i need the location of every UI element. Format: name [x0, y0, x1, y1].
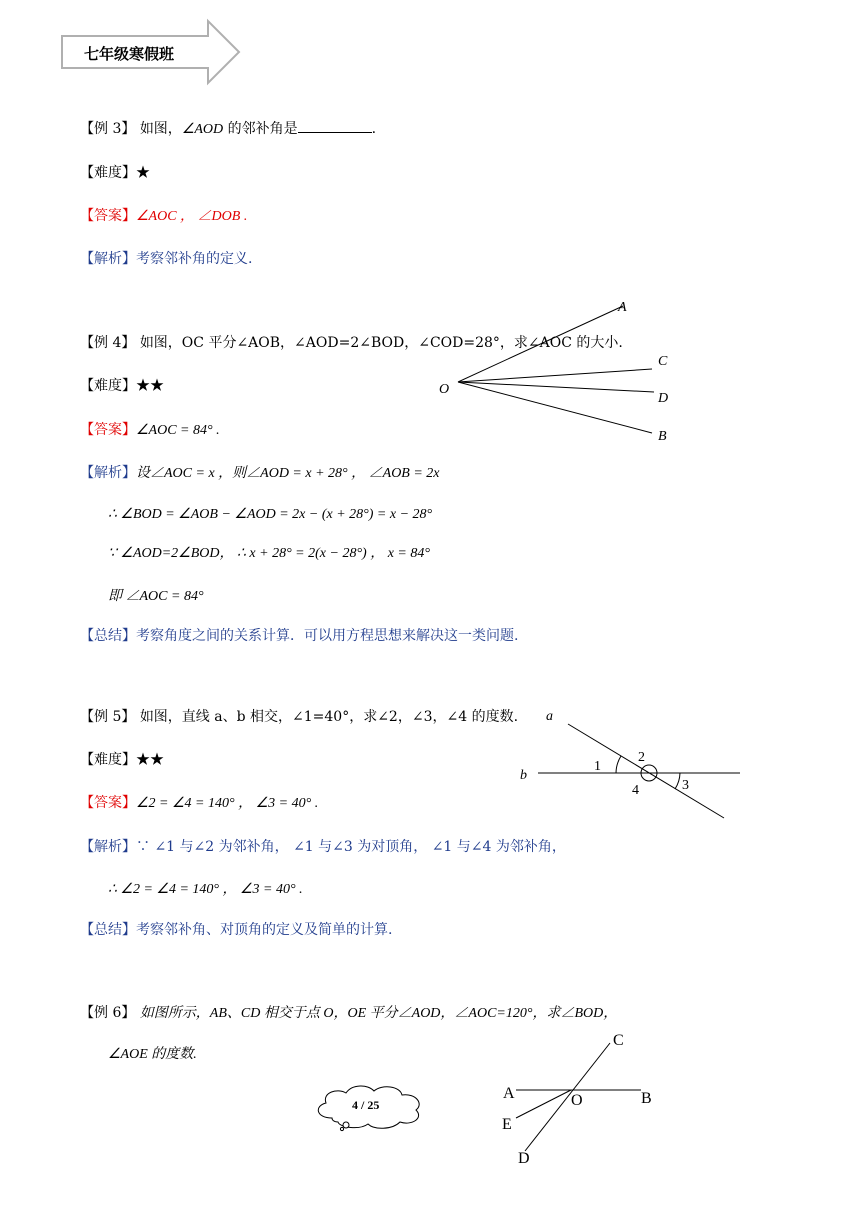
ex3-end: . — [371, 121, 377, 137]
ex5-summary-line — [80, 920, 392, 940]
ex4-ray-od — [458, 382, 654, 392]
ex5-answer-tag: 【答案】 — [80, 795, 136, 811]
ex3-analysis-line — [80, 249, 252, 269]
ex4-summary: 考察角度之间的关系计算．可以用方程思想来解决这一类问题. — [136, 628, 519, 644]
ex3-analysis: 考察邻补角的定义. — [136, 251, 253, 267]
ex3-answer-line — [80, 206, 247, 227]
ex4-analysis-1: 设∠AOC = x ，则∠AOD = x + 28° ， ∠AOB = 2x — [136, 466, 440, 481]
ex6-ray-oe — [516, 1090, 571, 1118]
ex5-difficulty-stars: ★★ — [136, 752, 164, 768]
header-title: 七年级寒假班 — [84, 45, 175, 63]
ex4-label-b: B — [658, 429, 667, 444]
ex5-line-a — [568, 724, 724, 818]
ex3-question — [80, 118, 376, 140]
ex6-question-1: 如图所示，AB、CD 相交于点 O，OE 平分∠AOD，∠AOC=120°，求∠BOD， — [139, 1006, 618, 1021]
ex6-question-2: ∠AOE 的度数. — [108, 1047, 197, 1062]
ex6-label-o: O — [571, 1092, 583, 1109]
ex5-analysis-line-1 — [80, 837, 566, 857]
ex4-figure — [430, 295, 680, 455]
ex5-answer: ∠2 = ∠4 = 140° ， ∠3 = 40° . — [136, 796, 319, 811]
ex5-tag: 【例 5】 — [80, 709, 136, 725]
ex4-label-a: A — [618, 300, 627, 315]
ex5-summary-tag: 【总结】 — [80, 922, 136, 938]
ex6-tag: 【例 6】 — [80, 1005, 136, 1021]
ex4-analysis-2: ∴ ∠BOD = ∠AOB − ∠AOD = 2x − (x + 28°) = x − 28° — [108, 507, 433, 522]
ex5-label-1: 1 — [594, 759, 601, 774]
ex3-answer: ∠AOC ， ∠DOB . — [136, 209, 248, 224]
ex4-tag: 【例 4】 — [80, 335, 136, 351]
ex4-summary-tag: 【总结】 — [80, 628, 136, 644]
ex5-analysis-2: ∴ ∠2 = ∠4 = 140° ， ∠3 = 40° . — [108, 882, 303, 897]
ex5-analysis-tag: 【解析】 — [80, 839, 136, 855]
ex6-label-a: A — [503, 1085, 515, 1102]
ex5-angle-arc-3 — [675, 773, 680, 789]
ex5-analysis-1: ∵ ∠1 与∠2 为邻补角， ∠1 与∠3 为对顶角， ∠1 与∠4 为邻补角， — [136, 839, 566, 855]
ex3-angle: ∠AOD — [181, 122, 224, 137]
ex6-figure — [495, 1025, 675, 1170]
ex4-analysis-tag: 【解析】 — [80, 465, 136, 481]
ex5-summary: 考察邻补角、对顶角的定义及简单的计算. — [136, 922, 393, 938]
ex5-label-3: 3 — [682, 778, 689, 793]
ex5-question-text: 如图，直线 a、b 相交，∠1=40°，求∠2，∠3，∠4 的度数. — [139, 709, 519, 725]
ex4-answer-tag: 【答案】 — [80, 422, 136, 438]
ex5-label-a: a — [546, 709, 553, 724]
ex5-difficulty-line — [80, 750, 164, 770]
ex6-line-cd — [525, 1043, 610, 1151]
ex5-label-2: 2 — [638, 750, 645, 765]
ex4-analysis-line-1 — [80, 463, 440, 484]
ex3-answer-blank — [298, 118, 372, 133]
ex3-difficulty-line — [80, 163, 150, 183]
ex4-difficulty-line — [80, 376, 164, 396]
ex3-tag: 【例 3】 — [80, 121, 136, 137]
ex3-analysis-tag: 【解析】 — [80, 251, 136, 267]
ex6-question-line-1 — [80, 1003, 617, 1024]
ex5-answer-line — [80, 793, 318, 814]
ex4-answer: ∠AOC = 84° . — [136, 423, 220, 438]
ex3-answer-tag: 【答案】 — [80, 208, 136, 224]
ex5-difficulty-tag: 【难度】 — [80, 752, 136, 768]
ex4-question-text: 如图，OC 平分∠AOB，∠AOD=2∠BOD，∠COD=28°，求∠AOC 的大小. — [139, 335, 623, 351]
ex4-ray-oa — [458, 306, 623, 382]
ex5-question — [80, 707, 518, 727]
ex4-ray-ob — [458, 382, 652, 433]
page-number: 4 / 25 — [352, 1098, 380, 1112]
ex6-label-b: B — [641, 1090, 652, 1107]
ex6-label-c: C — [613, 1032, 624, 1049]
ex4-label-c: C — [658, 354, 668, 369]
ex4-summary-line — [80, 626, 518, 646]
ex4-ray-oc — [458, 369, 652, 382]
ex6-label-d: D — [518, 1150, 530, 1167]
ex5-figure — [510, 700, 750, 830]
ex3-difficulty-stars: ★ — [136, 165, 150, 181]
ex6-label-e: E — [502, 1116, 512, 1133]
ex4-answer-line — [80, 420, 220, 441]
ex4-difficulty-tag: 【难度】 — [80, 378, 136, 394]
ex4-label-o: O — [439, 382, 450, 397]
ex5-label-b: b — [520, 768, 527, 783]
ex4-difficulty-stars: ★★ — [136, 378, 164, 394]
ex3-question-pre: 如图， — [139, 121, 182, 137]
ex3-question-post: 的邻补角是 — [227, 121, 298, 137]
ex4-label-d: D — [658, 391, 669, 406]
ex4-analysis-3: ∵ ∠AOD=2∠BOD， ∴ x + 28° = 2(x − 28°) ， x = 84° — [108, 546, 430, 561]
ex3-difficulty-tag: 【难度】 — [80, 165, 136, 181]
ex5-label-4: 4 — [632, 783, 639, 798]
ex5-angle-arc-1 — [616, 756, 621, 773]
ex4-analysis-4: 即 ∠AOC = 84° — [108, 589, 204, 604]
